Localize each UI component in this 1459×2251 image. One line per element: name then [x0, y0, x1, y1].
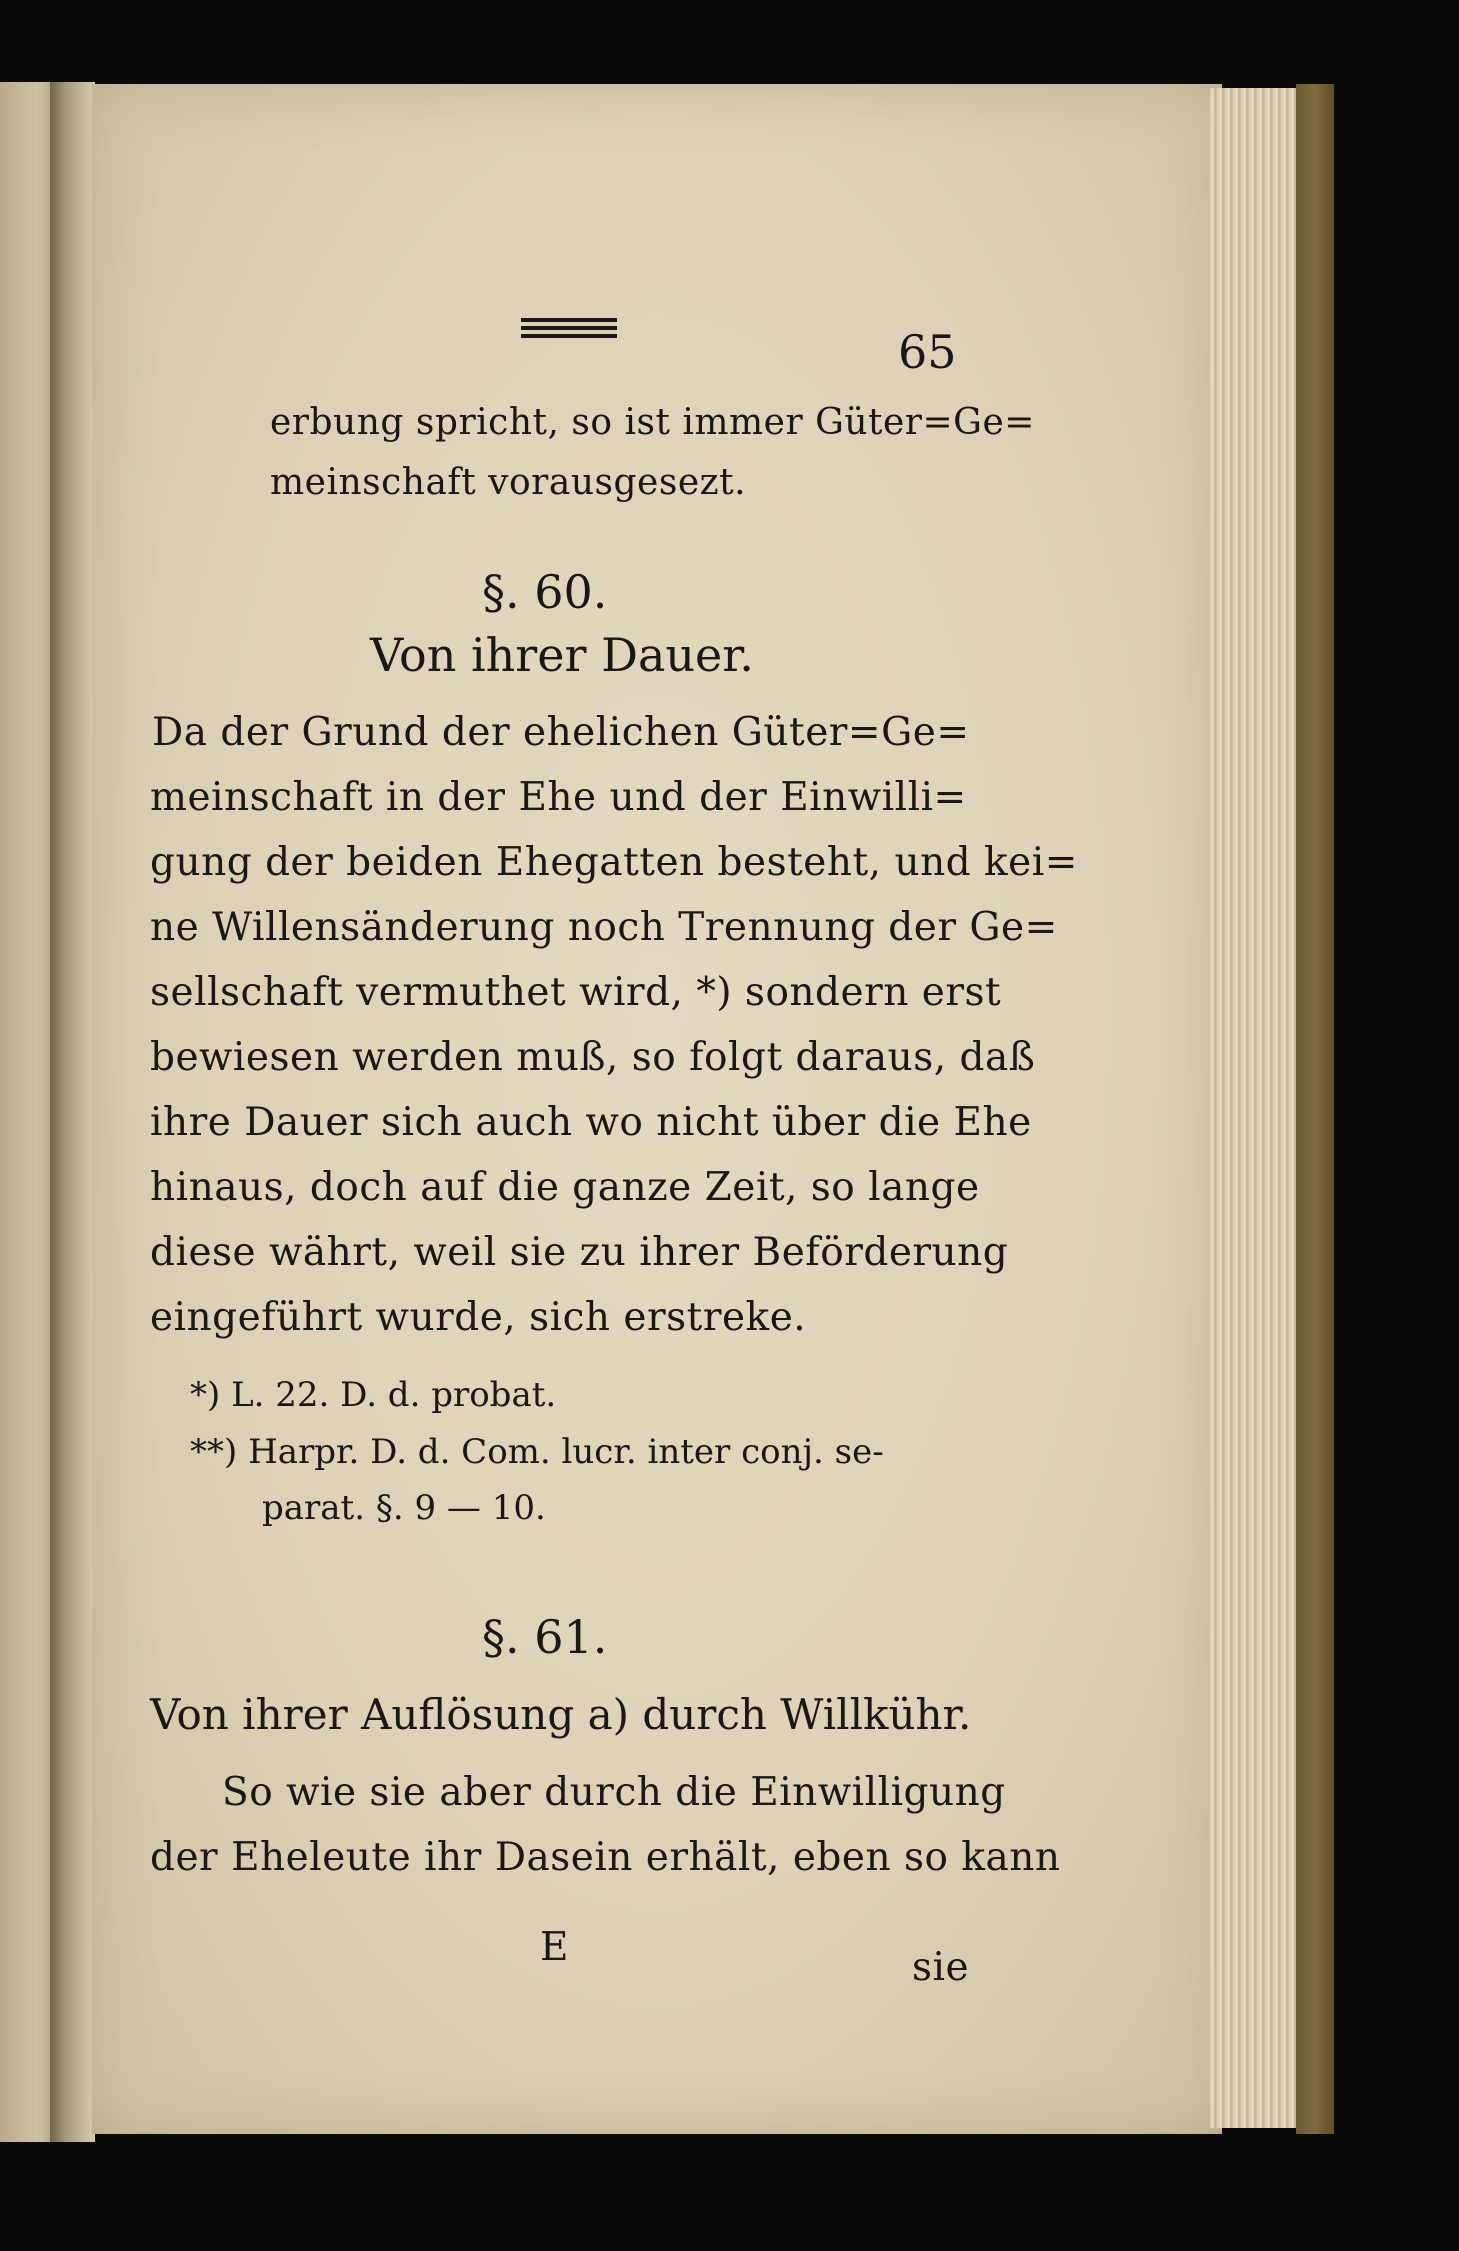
signature-mark: E — [540, 1925, 569, 1970]
section-61-line-2: der Eheleute ihr Dasein erhält, eben so kann — [150, 1835, 1061, 1880]
section-60-line-4: ne Willensänderung noch Trennung der Ge= — [150, 905, 1058, 950]
header-double-rule — [521, 318, 617, 340]
page-block-edges — [1210, 88, 1305, 2128]
running-line-1: erbung spricht, so ist immer Güter=Ge= — [270, 402, 1035, 443]
section-60-line-7: ihre Dauer sich auch wo nicht über die Ehe — [150, 1100, 1032, 1145]
section-61-line-1: So wie sie aber durch die Einwilligung — [222, 1770, 1006, 1815]
cover-board — [1296, 84, 1334, 2134]
catchword: sie — [912, 1945, 970, 1990]
footnote-3: parat. §. 9 — 10. — [262, 1488, 546, 1528]
footnote-2: **) Harpr. D. d. Com. lucr. inter conj. se- — [190, 1432, 884, 1472]
section-60-line-5: sellschaft vermuthet wird, *) sondern erst — [150, 970, 1002, 1015]
section-60-line-3: gung der beiden Ehegatten besteht, und kei= — [150, 840, 1078, 885]
section-60-line-8: hinaus, doch auf die ganze Zeit, so lange — [150, 1165, 980, 1210]
section-61-number: §. 61. — [482, 1610, 608, 1664]
page-number: 65 — [898, 325, 957, 379]
section-60-line-1: Da der Grund der ehelichen Güter=Ge= — [152, 710, 970, 755]
section-60-number: §. 60. — [482, 565, 608, 619]
gutter-shadow — [50, 82, 95, 2142]
section-60-line-6: bewiesen werden muß, so folgt daraus, daß — [150, 1035, 1036, 1080]
section-60-line-9: diese währt, weil sie zu ihrer Beförderung — [150, 1230, 1009, 1275]
footnote-1: *) L. 22. D. d. probat. — [190, 1375, 557, 1415]
section-60-line-2: meinschaft in der Ehe und der Einwilli= — [150, 775, 967, 820]
section-60-heading: Von ihrer Dauer. — [370, 628, 754, 682]
section-60-line-10: eingeführt wurde, sich erstreke. — [150, 1295, 807, 1340]
section-61-heading: Von ihrer Auflösung a) durch Willkühr. — [150, 1690, 972, 1739]
running-line-2: meinschaft vorausgesezt. — [270, 462, 747, 503]
